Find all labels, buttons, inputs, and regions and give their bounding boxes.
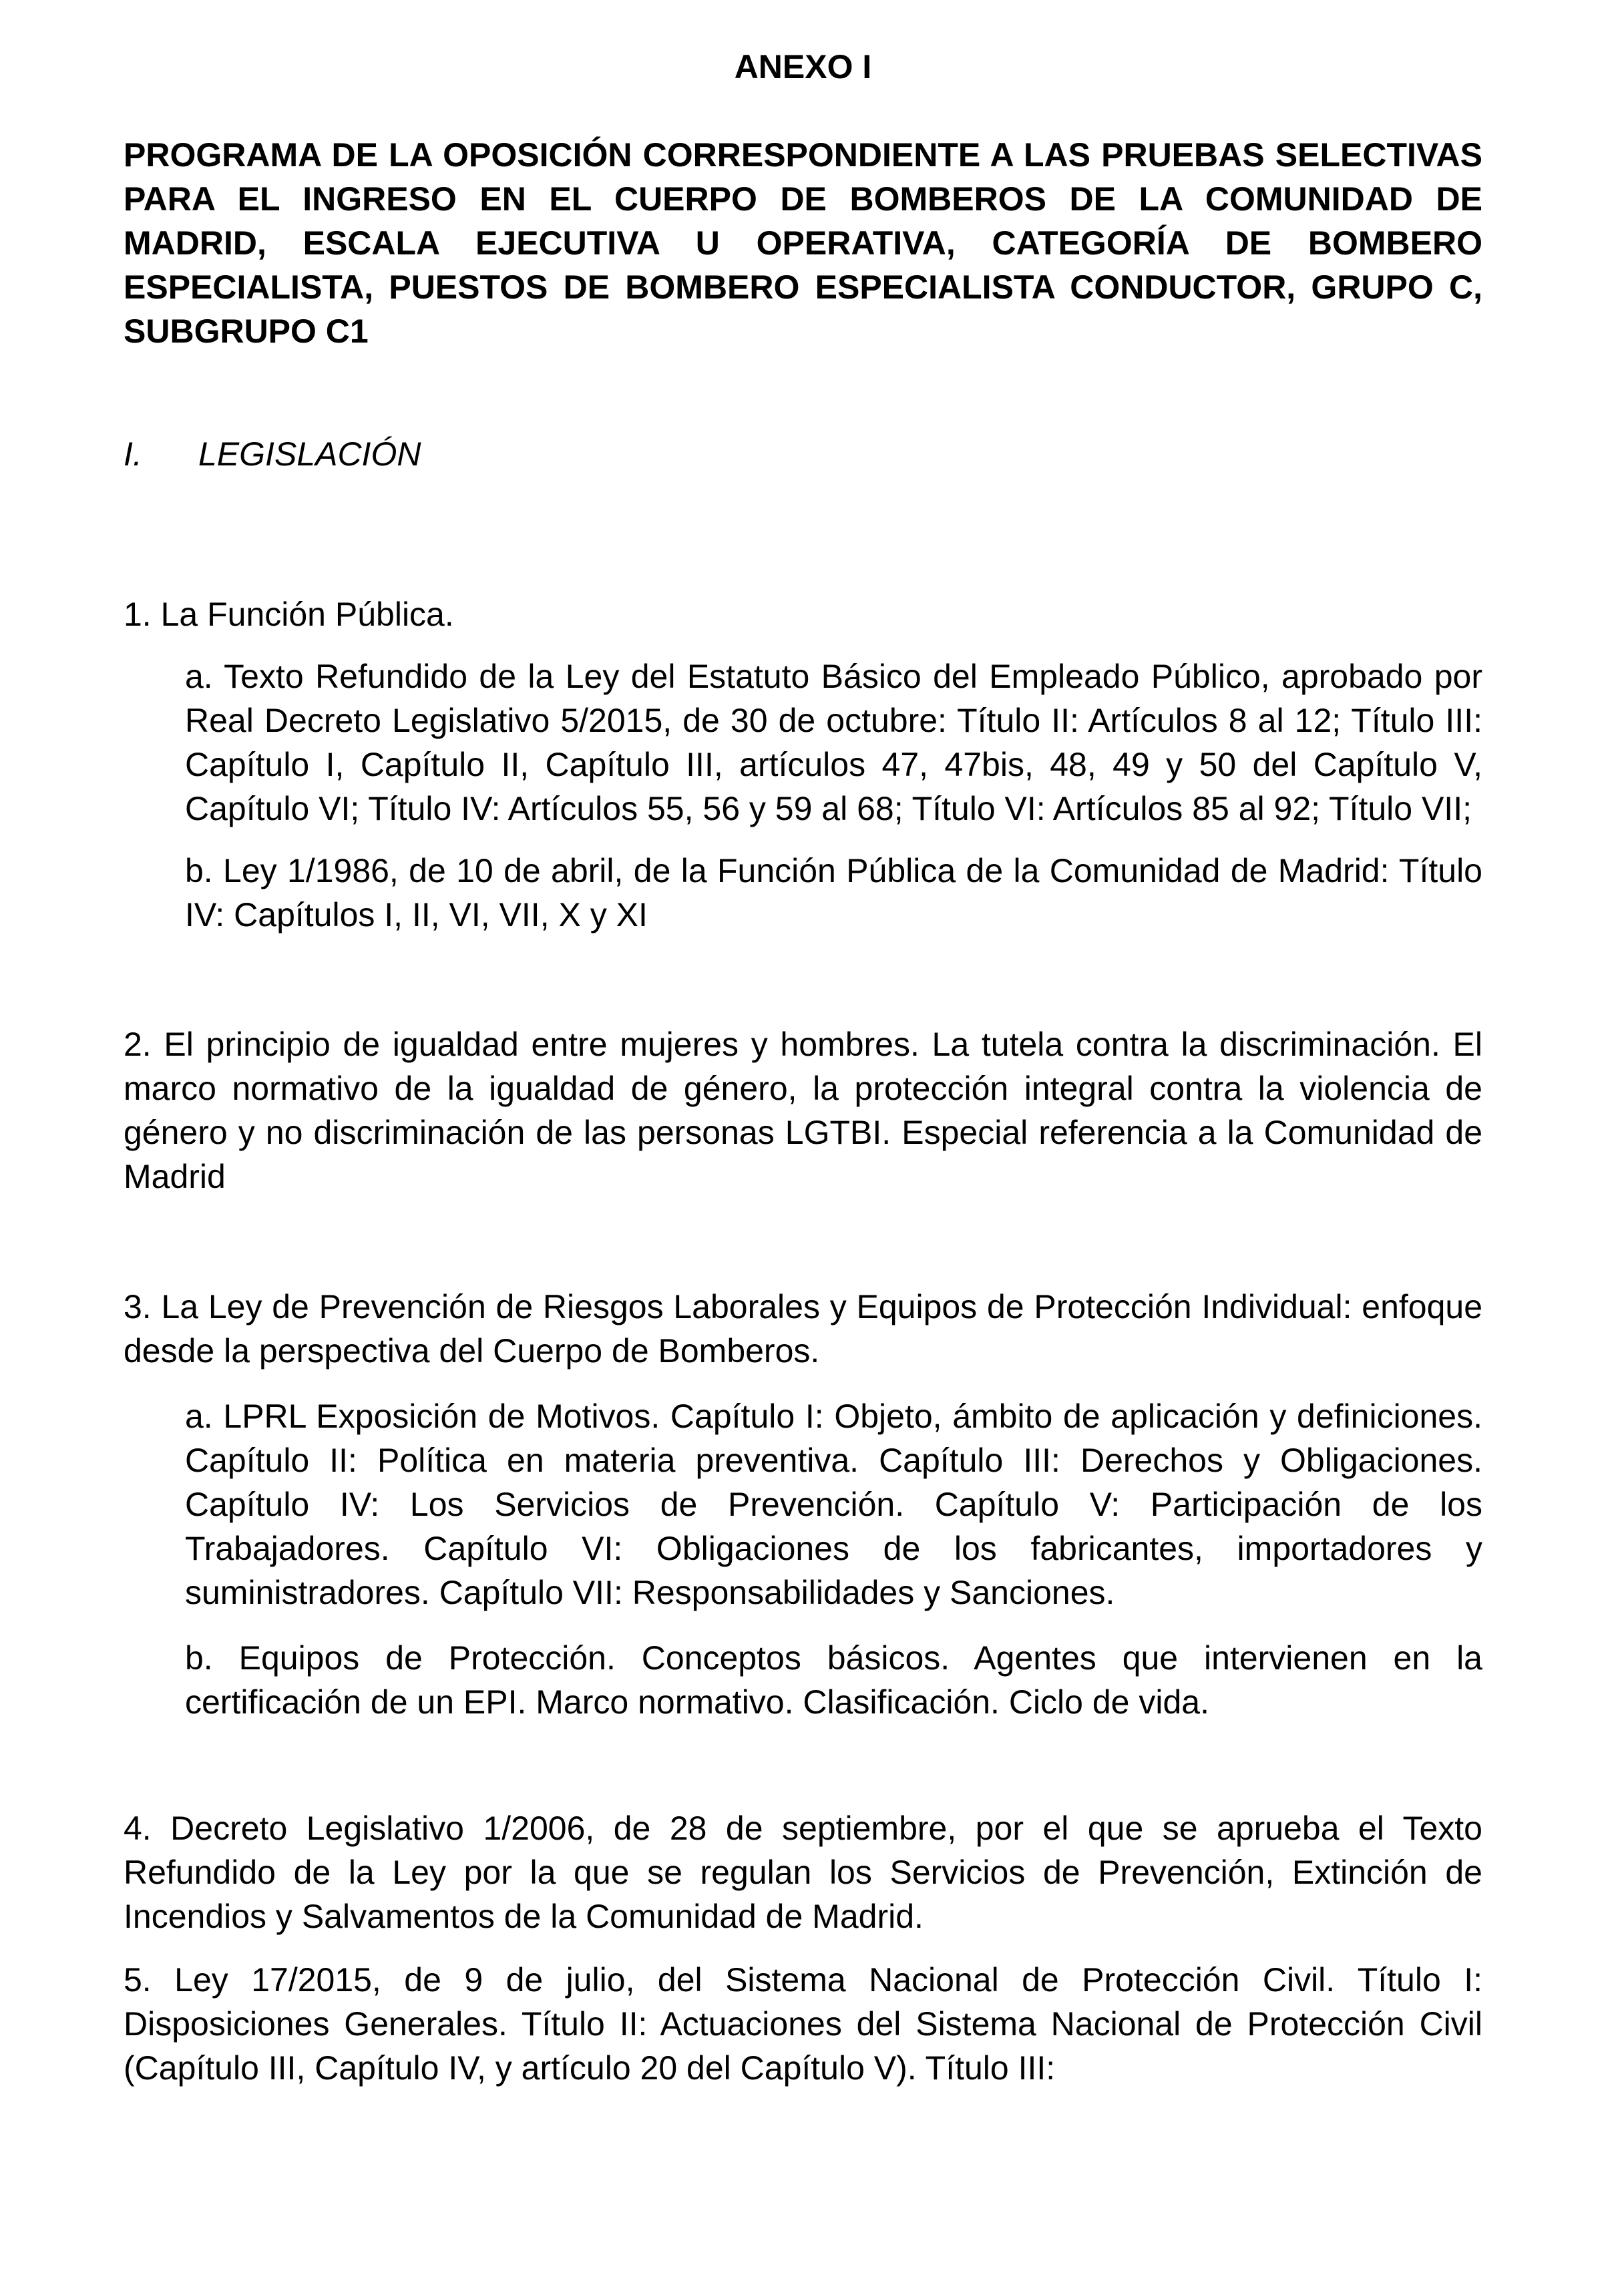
intro-paragraph: PROGRAMA DE LA OPOSICIÓN CORRESPONDIENTE A LAS PRUEBAS SELECTIVAS PARA EL INGRESO EN EL CUERPO DE BOMBEROS DE LA COMUNIDAD DE MADRID, ESCALA EJECUTIVA U OPERATIVA, CATEGORÍA DE BOMBERO ESPECIALISTA, PUESTOS DE BOMBERO ESPECIALISTA CONDUCTOR, GRUPO C, SUBGRUPO C1	[124, 136, 1482, 350]
section-heading	[124, 432, 1482, 476]
topic-3-heading: 3. La Ley de Prevención de Riesgos Laborales y Equipos de Protección Individual: enfoque desde la perspectiva del Cuerpo de Bomberos.	[124, 1288, 1482, 1370]
topic-1-item-b: b. Ley 1/1986, de 10 de abril, de la Función Pública de la Comunidad de Madrid: Título IV: Capítulos I, II, VI, VII, X y XI	[185, 852, 1482, 934]
topic-5-heading: 5. Ley 17/2015, de 9 de julio, del Sistema Nacional de Protección Civil. Título I: Disposiciones Generales. Título II: Actuaciones del Sistema Nacional de Protección Civil (Capítulo III, Capítulo IV, y artículo 20 del Capítulo V). Título III:	[124, 1961, 1482, 2087]
topic-1-heading: 1. La Función Pública.	[124, 596, 454, 633]
section-title: LEGISLACIÓN	[198, 435, 421, 473]
section-numeral: I.	[124, 435, 142, 473]
topic-3-item-b: b. Equipos de Protección. Conceptos básicos. Agentes que intervienen en la certificación de un EPI. Marco normativo. Clasificación. Ciclo de vida.	[185, 1639, 1482, 1721]
topic-2-heading: 2. El principio de igualdad entre mujeres y hombres. La tutela contra la discriminación. El marco normativo de la igualdad de género, la protección integral contra la violencia de género y no discriminación de las personas LGTBI. Especial referencia a la Comunidad de Madrid	[124, 1026, 1482, 1195]
topic-1-item-a: a. Texto Refundido de la Ley del Estatuto Básico del Empleado Público, aprobado por Real Decreto Legislativo 5/2015, de 30 de octubre: Título II: Artículos 8 al 12; Título III: Capítulo I, Capítulo II, Capítulo III, artículos 47, 47bis, 48, 49 y 50 del Capítulo V, Capítulo VI; Título IV: Artículos 55, 56 y 59 al 68; Título VI: Artículos 85 al 92; Título VII;	[185, 658, 1482, 827]
topic-3-item-a: a. LPRL Exposición de Motivos. Capítulo I: Objeto, ámbito de aplicación y definiciones. Capítulo II: Política en materia preventiva. Capítulo III: Derechos y Obligaciones. Capítulo IV: Los Servicios de Prevención. Capítulo V: Participación de los Trabajadores. Capítulo VI: Obligaciones de los fabricantes, importadores y suministradores. Capítulo VII: Responsabilidades y Sanciones.	[185, 1398, 1482, 1611]
page-title: ANEXO I	[734, 48, 872, 85]
topic-4-heading: 4. Decreto Legislativo 1/2006, de 28 de septiembre, por el que se aprueba el Texto Refundido de la Ley por la que se regulan los Servicios de Prevención, Extinción de Incendios y Salvamentos de la Comunidad de Madrid.	[124, 1810, 1482, 1935]
